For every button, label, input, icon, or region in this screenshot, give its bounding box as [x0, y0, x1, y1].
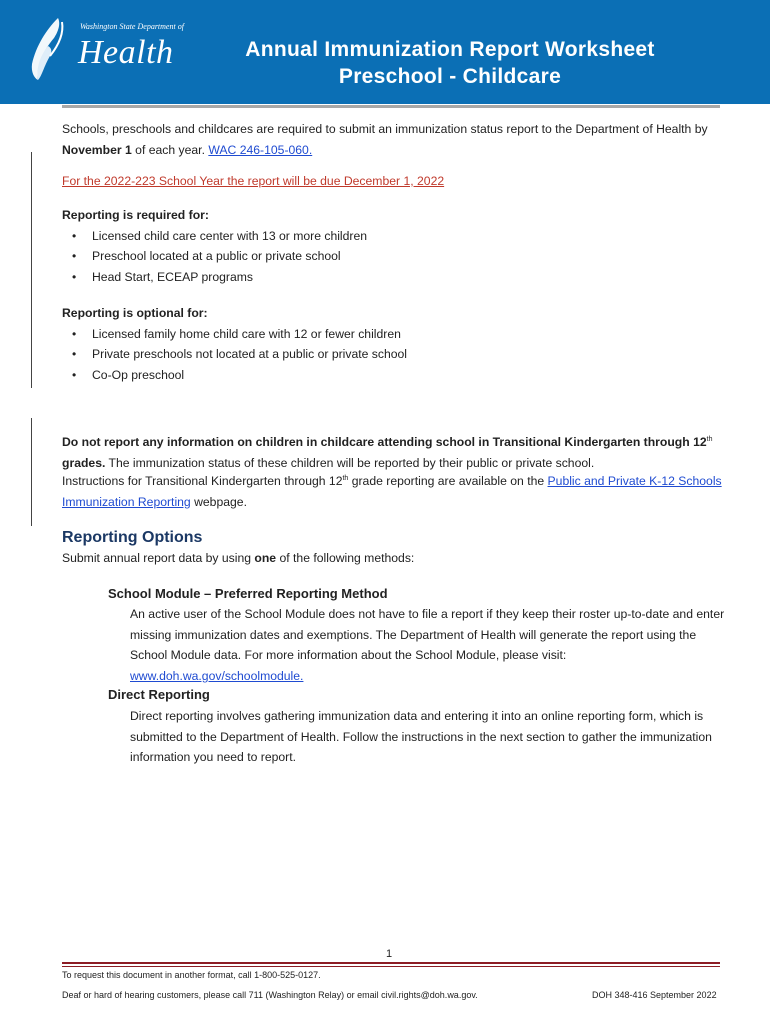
options-intro-text-b: of the following methods: [276, 551, 415, 565]
superscript: th [706, 435, 713, 443]
direct-reporting-heading: Direct Reporting [108, 687, 210, 702]
list-item: • Licensed family home child care with 12 or fewer children [62, 324, 722, 345]
optional-heading: Reporting is optional for: [62, 306, 208, 320]
list-item: • Preschool located at a public or private school [62, 246, 722, 267]
options-intro-text: Submit annual report data by using [62, 551, 255, 565]
reporting-options-heading: Reporting Options [62, 529, 203, 546]
logo-name: Health [78, 34, 174, 71]
page-title [190, 36, 710, 90]
school-module-heading: School Module – Preferred Reporting Method [108, 586, 388, 601]
options-intro-bold: one [254, 551, 277, 565]
school-module-body: An active user of the School Module does not have to file a report if they keep their roster up-to-date and enter missing immunization dates and exemptions. The Department of Health will generate the report using the School Module data. For more information about the School Module, please visit: [130, 607, 725, 663]
page-number: 1 [386, 948, 393, 960]
logo-subtitle: Washington State Department of [80, 22, 184, 31]
wac-link[interactable]: WAC 246-105-060. [208, 142, 313, 157]
instructions-text-b: grade reporting are available on the [348, 474, 548, 488]
due-notice [62, 171, 722, 192]
required-section [62, 205, 722, 287]
footer-accessibility-line: Deaf or hard of hearing customers, please call 711 (Washington Relay) or email civil.rights@doh.wa.gov. [62, 990, 478, 1000]
school-module-text [130, 604, 725, 686]
document-id: DOH 348-416 September 2022 [592, 990, 717, 1000]
header-banner [0, 0, 770, 104]
deadline-date: November 1 [62, 142, 132, 157]
intro-paragraph [62, 119, 722, 160]
title-line-2: Preschool - Childcare [338, 65, 562, 88]
logo-mark-icon [28, 16, 72, 86]
doh-logo [28, 16, 184, 88]
intro-text: Schools, preschools and childcares are required to submit an immunization status report to the Department of Health by [62, 122, 708, 136]
direct-reporting-text: Direct reporting involves gathering immunization data and entering it into an online reporting form, which is submitted to the Department of Health. Follow the instructions in the next section to gather the immunization information you need to report. [130, 709, 712, 765]
tk-notice-text: The immunization status of these children will be reported by their public or private school. [105, 455, 595, 470]
intro-text-b: of each year. [131, 142, 209, 157]
footer-request-line: To request this document in another format, call 1-800-525-0127. [62, 970, 321, 980]
change-bar [31, 418, 32, 526]
options-intro [62, 548, 722, 569]
school-module-link[interactable]: www.doh.wa.gov/schoolmodule. [130, 668, 304, 683]
tk-notice [62, 432, 722, 473]
list-item: • Co-Op preschool [62, 365, 722, 386]
due-notice-text: For the 2022-223 School Year the report will be due December 1, 2022 [62, 174, 445, 188]
instructions-text-c: webpage. [190, 494, 247, 509]
instructions-paragraph [62, 471, 722, 512]
list-item: • Head Start, ECEAP programs [62, 267, 722, 288]
footer-divider [62, 966, 720, 967]
change-bar [31, 152, 32, 388]
list-item: • Private preschools not located at a public or private school [62, 344, 722, 365]
k12-reporting-link[interactable]: Public and Private K-12 Schools Immunization Reporting [62, 474, 722, 509]
optional-list [62, 324, 722, 386]
header-divider [62, 105, 720, 108]
required-list [62, 226, 722, 288]
tk-notice-bold-b: grades. [62, 455, 106, 470]
tk-notice-bold: Do not report any information on children in childcare attending school in Transitional Kindergarten through 12 [62, 435, 707, 449]
footer-divider [62, 962, 720, 964]
list-item: • Licensed child care center with 13 or more children [62, 226, 722, 247]
title-line-1: Annual Immunization Report Worksheet [245, 38, 655, 61]
superscript: th [342, 474, 349, 482]
optional-section [62, 303, 722, 385]
instructions-text: Instructions for Transitional Kindergarten through 12 [62, 474, 343, 488]
required-heading: Reporting is required for: [62, 208, 209, 222]
